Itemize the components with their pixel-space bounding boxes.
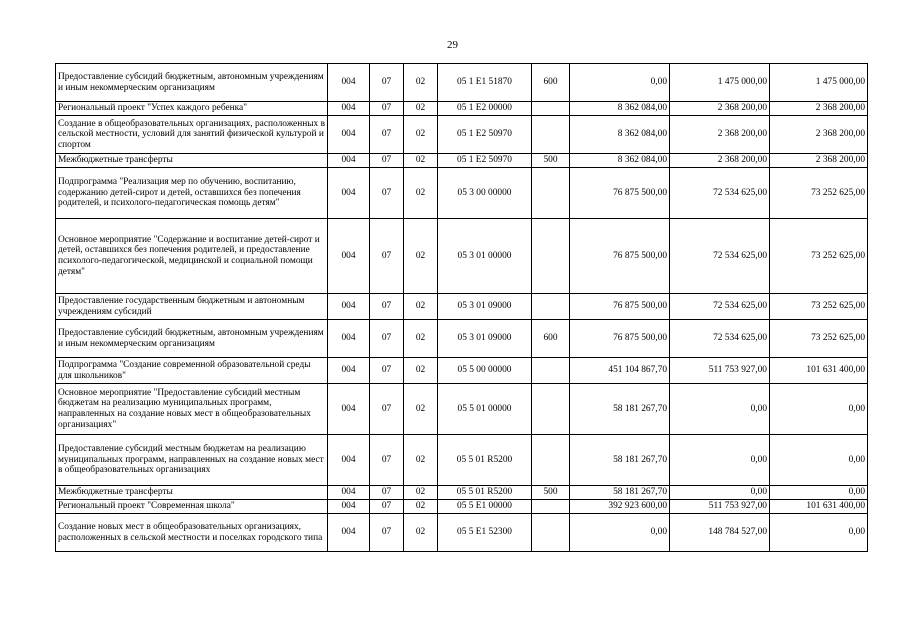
cell-name: Создание в общеобразовательных организациях, расположенных в сельской местности, условий для занятий физической культурой и спортом [56,116,328,154]
table-row [56,384,868,435]
cell-section: 07 [370,154,404,168]
cell-subsection: 02 [404,435,438,486]
cell-subsection: 02 [404,358,438,384]
cell-amount-year3: 101 631 400,00 [770,358,868,384]
cell-amount-year1: 0,00 [570,514,670,552]
cell-amount-year1: 8 362 084,00 [570,116,670,154]
table-row [56,435,868,486]
cell-admin-code: 004 [328,320,370,358]
cell-target-article: 05 3 01 09000 [438,294,532,320]
cell-subsection: 02 [404,486,438,500]
cell-amount-year1: 76 875 500,00 [570,168,670,219]
cell-amount-year2: 72 534 625,00 [670,168,770,219]
cell-expense-type: 600 [532,64,570,102]
cell-admin-code: 004 [328,294,370,320]
cell-expense-type [532,294,570,320]
cell-expense-type: 500 [532,154,570,168]
cell-admin-code: 004 [328,435,370,486]
cell-amount-year2: 2 368 200,00 [670,116,770,154]
cell-section: 07 [370,116,404,154]
cell-section: 07 [370,384,404,435]
cell-target-article: 05 3 00 00000 [438,168,532,219]
cell-name: Предоставление субсидий местным бюджетам на реализацию муниципальных программ, направленных на создание новых мест в общеобразовательных организациях [56,435,328,486]
cell-subsection: 02 [404,168,438,219]
cell-amount-year3: 0,00 [770,435,868,486]
table-row [56,358,868,384]
cell-admin-code: 004 [328,358,370,384]
table-row [56,500,868,514]
cell-amount-year3: 0,00 [770,384,868,435]
cell-amount-year2: 148 784 527,00 [670,514,770,552]
cell-admin-code: 004 [328,486,370,500]
cell-amount-year2: 0,00 [670,384,770,435]
cell-amount-year2: 0,00 [670,486,770,500]
cell-subsection: 02 [404,64,438,102]
table-row [56,219,868,294]
cell-name: Региональный проект "Современная школа" [56,500,328,514]
cell-amount-year3: 73 252 625,00 [770,294,868,320]
cell-admin-code: 004 [328,219,370,294]
table-body [56,64,868,552]
cell-expense-type [532,102,570,116]
cell-admin-code: 004 [328,64,370,102]
cell-target-article: 05 1 E2 50970 [438,116,532,154]
cell-expense-type: 600 [532,320,570,358]
cell-admin-code: 004 [328,514,370,552]
cell-expense-type [532,384,570,435]
cell-amount-year3: 101 631 400,00 [770,500,868,514]
table-row [56,294,868,320]
cell-name: Основное мероприятие "Предоставление субсидий местным бюджетам на реализацию муниципальных программ, направленных на создание новых мест в общеобразовательных организациях" [56,384,328,435]
cell-amount-year1: 392 923 600,00 [570,500,670,514]
cell-expense-type [532,514,570,552]
cell-target-article: 05 5 01 R5200 [438,435,532,486]
cell-amount-year3: 0,00 [770,486,868,500]
table-row [56,168,868,219]
cell-name: Предоставление государственным бюджетным и автономным учреждениям субсидий [56,294,328,320]
cell-section: 07 [370,514,404,552]
cell-amount-year1: 451 104 867,70 [570,358,670,384]
cell-name: Предоставление субсидий бюджетным, автономным учреждениям и иным некоммерческим организациям [56,320,328,358]
cell-name: Подпрограмма "Создание современной образовательной среды для школьников" [56,358,328,384]
table-row [56,320,868,358]
cell-amount-year1: 58 181 267,70 [570,486,670,500]
cell-target-article: 05 1 E2 00000 [438,102,532,116]
cell-target-article: 05 5 01 00000 [438,384,532,435]
cell-subsection: 02 [404,219,438,294]
cell-amount-year3: 2 368 200,00 [770,154,868,168]
cell-subsection: 02 [404,102,438,116]
cell-admin-code: 004 [328,500,370,514]
cell-amount-year1: 76 875 500,00 [570,294,670,320]
cell-amount-year3: 1 475 000,00 [770,64,868,102]
cell-name: Основное мероприятие "Содержание и воспитание детей-сирот и детей, оставшихся без попечения родителей, и предоставление психолого-педагогической, медицинской и социальной помощи детям" [56,219,328,294]
cell-section: 07 [370,320,404,358]
table-row [56,154,868,168]
cell-admin-code: 004 [328,168,370,219]
cell-amount-year2: 511 753 927,00 [670,358,770,384]
cell-expense-type: 500 [532,486,570,500]
cell-section: 07 [370,358,404,384]
budget-table [55,63,868,552]
cell-name: Межбюджетные трансферты [56,486,328,500]
cell-amount-year1: 76 875 500,00 [570,320,670,358]
cell-admin-code: 004 [328,154,370,168]
cell-subsection: 02 [404,384,438,435]
cell-expense-type [532,500,570,514]
cell-admin-code: 004 [328,102,370,116]
cell-expense-type [532,116,570,154]
cell-admin-code: 004 [328,116,370,154]
cell-amount-year3: 0,00 [770,514,868,552]
table-row [56,514,868,552]
cell-name: Создание новых мест в общеобразовательных организациях, расположенных в сельской местности и поселках городского типа [56,514,328,552]
cell-amount-year1: 76 875 500,00 [570,219,670,294]
cell-subsection: 02 [404,320,438,358]
cell-name: Подпрограмма "Реализация мер по обучению, воспитанию, содержанию детей-сирот и детей, оставшихся без попечения родителей, и психолого-педагогическая помощь детям" [56,168,328,219]
cell-amount-year3: 73 252 625,00 [770,219,868,294]
cell-amount-year3: 2 368 200,00 [770,116,868,154]
cell-target-article: 05 3 01 00000 [438,219,532,294]
cell-amount-year3: 73 252 625,00 [770,320,868,358]
cell-section: 07 [370,64,404,102]
page-number: 29 [447,39,458,51]
cell-section: 07 [370,294,404,320]
cell-amount-year2: 511 753 927,00 [670,500,770,514]
cell-amount-year3: 73 252 625,00 [770,168,868,219]
cell-amount-year2: 72 534 625,00 [670,219,770,294]
cell-amount-year1: 58 181 267,70 [570,435,670,486]
cell-amount-year2: 1 475 000,00 [670,64,770,102]
cell-amount-year2: 0,00 [670,435,770,486]
table-row [56,64,868,102]
cell-target-article: 05 5 E1 52300 [438,514,532,552]
cell-amount-year1: 0,00 [570,64,670,102]
cell-target-article: 05 5 E1 00000 [438,500,532,514]
cell-section: 07 [370,500,404,514]
cell-section: 07 [370,168,404,219]
cell-target-article: 05 1 E1 51870 [438,64,532,102]
cell-subsection: 02 [404,514,438,552]
cell-expense-type [532,219,570,294]
cell-amount-year2: 72 534 625,00 [670,320,770,358]
cell-name: Региональный проект "Успех каждого ребенка" [56,102,328,116]
cell-amount-year3: 2 368 200,00 [770,102,868,116]
cell-target-article: 05 5 00 00000 [438,358,532,384]
cell-target-article: 05 5 01 R5200 [438,486,532,500]
cell-amount-year1: 58 181 267,70 [570,384,670,435]
cell-subsection: 02 [404,154,438,168]
cell-section: 07 [370,219,404,294]
cell-target-article: 05 1 E2 50970 [438,154,532,168]
cell-amount-year2: 2 368 200,00 [670,154,770,168]
cell-target-article: 05 3 01 09000 [438,320,532,358]
cell-amount-year1: 8 362 084,00 [570,154,670,168]
table-row [56,116,868,154]
cell-amount-year1: 8 362 084,00 [570,102,670,116]
cell-subsection: 02 [404,500,438,514]
cell-section: 07 [370,102,404,116]
cell-admin-code: 004 [328,384,370,435]
cell-expense-type [532,168,570,219]
table-row [56,102,868,116]
cell-amount-year2: 72 534 625,00 [670,294,770,320]
cell-subsection: 02 [404,294,438,320]
cell-name: Межбюджетные трансферты [56,154,328,168]
cell-section: 07 [370,486,404,500]
table-row [56,486,868,500]
cell-subsection: 02 [404,116,438,154]
cell-expense-type [532,358,570,384]
cell-name: Предоставление субсидий бюджетным, автономным учреждениям и иным некоммерческим организациям [56,64,328,102]
cell-amount-year2: 2 368 200,00 [670,102,770,116]
cell-expense-type [532,435,570,486]
cell-section: 07 [370,435,404,486]
